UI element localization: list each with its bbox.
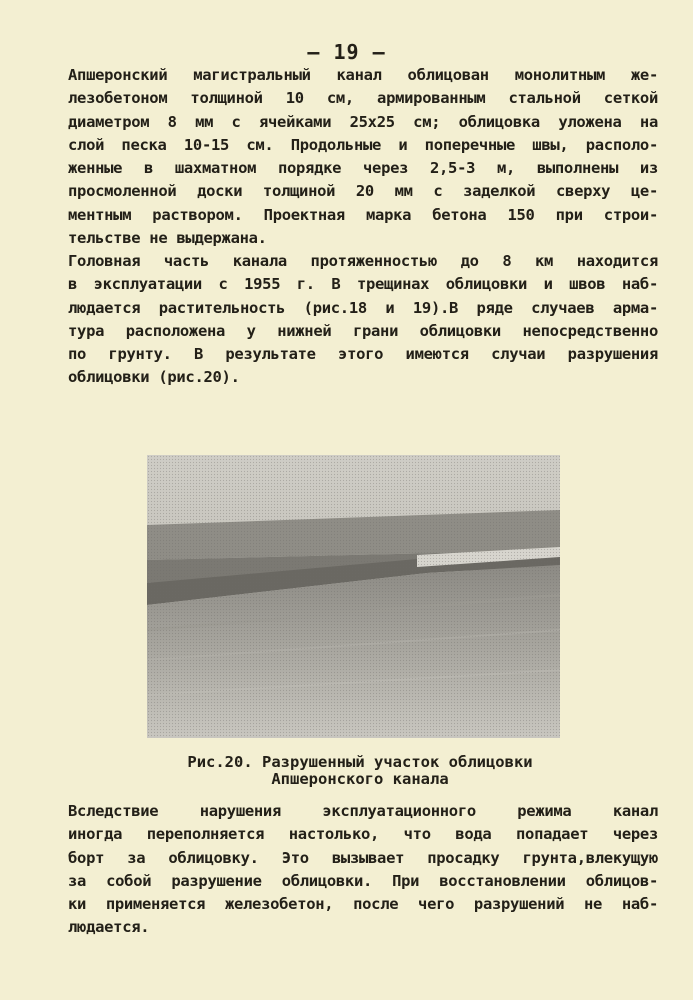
figure-caption <box>150 754 570 788</box>
text-line: лезобетоном толщиной 10 см, армированным стальной сеткой <box>68 89 658 108</box>
paragraph-3 <box>68 800 658 940</box>
text-line: облицовки (рис.20). <box>68 368 240 387</box>
text-line: по грунту. В результате этого имеются случаи разрушения <box>68 345 658 364</box>
text-line: ментным раствором. Проектная марка бетона 150 при строи- <box>68 205 658 224</box>
text-line: Головная часть канала протяженностью до 8 км находится <box>68 252 658 270</box>
text-line: людается. <box>68 918 150 937</box>
text-line: людается растительность (рис.18 и 19).В ряде случаев арма- <box>68 298 658 317</box>
text-line: просмоленной доски толщиной 20 мм с заделкой сверху це- <box>68 182 658 201</box>
text-line: борт за облицовку. Это вызывает просадку грунта,влекущую <box>68 848 658 867</box>
text-line: ки применяется железобетон, после чего разрушений не наб- <box>68 895 658 914</box>
canal-photo <box>147 455 560 738</box>
text-line: женные в шахматном порядке через 2,5-3 м, выполнены из <box>68 159 658 178</box>
text-line: слой песка 10-15 см. Продольные и поперечные швы, располо- <box>68 135 658 154</box>
text-line: диаметром 8 мм с ячейками 25х25 см; облицовка уложена на <box>68 112 658 131</box>
text-line: в эксплуатации с 1955 г. В трещинах облицовки и швов наб- <box>68 275 658 294</box>
text-line: Вследствие нарушения эксплуатационного режима канал <box>68 802 658 820</box>
page-number: — 19 — <box>307 40 386 64</box>
caption-line-1: Рис.20. Разрушенный участок облицовки <box>187 753 533 771</box>
text-line: за собой разрушение облицовки. При восстановлении облицов- <box>68 871 658 890</box>
paragraph-1 <box>68 64 658 250</box>
caption-line-2: Апшеронского канала <box>271 770 449 788</box>
text-line: иногда переполняется настолько, что вода попадает через <box>68 825 658 844</box>
text-line: тура расположена у нижней грани облицовки непосредственно <box>68 321 658 340</box>
text-line: Апшеронский магистральный канал облицован монолитным же- <box>68 66 658 84</box>
text-line: тельстве не выдержана. <box>68 229 267 248</box>
paragraph-2 <box>68 250 658 390</box>
